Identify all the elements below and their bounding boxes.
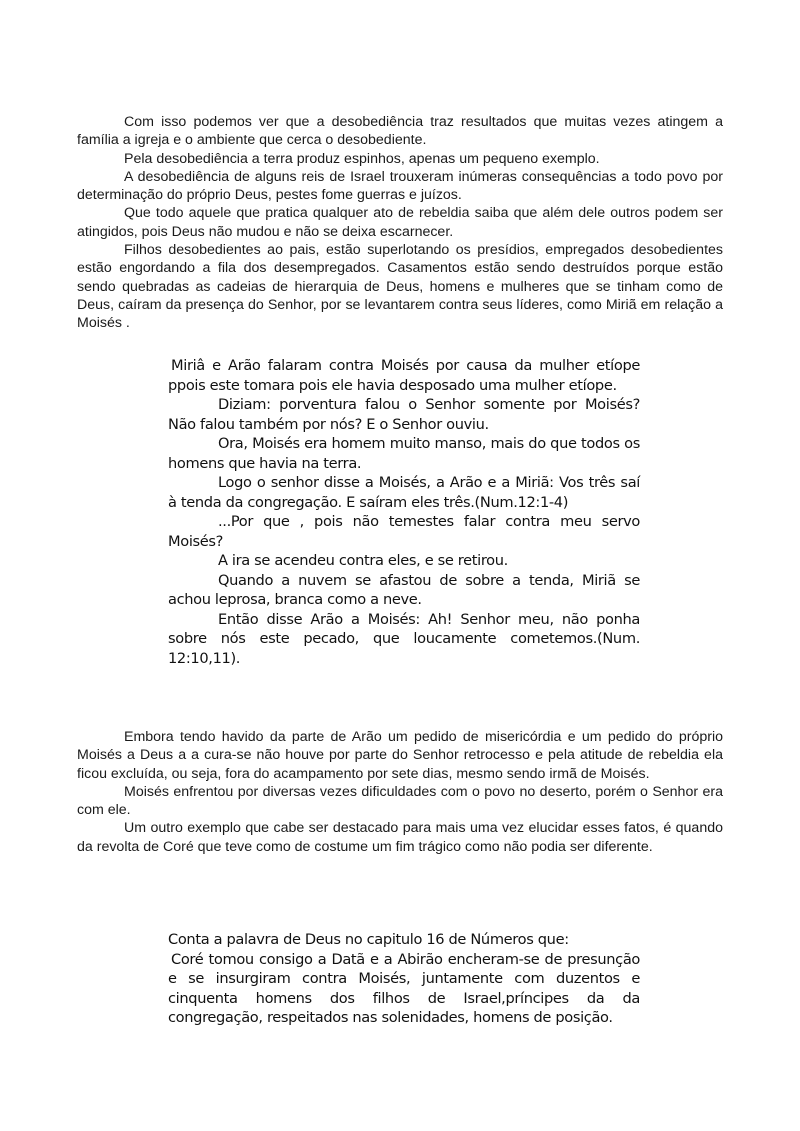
quote-paragraph: ...Por que , pois não temestes falar contra meu servo Moisés? [168,513,640,550]
scripture-quote-numbers-12 [168,356,640,668]
paragraph: Pela desobediência a terra produz espinhos, apenas um pequeno exemplo. [124,150,600,167]
paragraph: Com isso podemos ver que a desobediência traz resultados que muitas vezes atingem a família a igreja e o ambiente que cerca o desobediente. [77,114,723,149]
paragraph: A desobediência de alguns reis de Israel trouxeram inúmeras consequências a todo povo por determinação do próprio Deus, pestes fome guerras e juízos. [77,168,723,204]
quote-paragraph: Logo o senhor disse a Moisés, a Arão e a Miriã: Vos três saí à tenda da congregação. E saíram eles três.(Num.12:1-4) [168,474,640,511]
scripture-quote-numbers-16 [168,930,640,1028]
quote-paragraph: Coré tomou consigo a Datã e a Abirão encheram-se de presunção e se insurgiram contra Moisés, juntamente com duzentos e cinquenta homens dos filhos de Israel,príncipes da da congregação, respeitados nas solenidades, homens de posição. [168,950,640,1026]
paragraph: Que todo aquele que pratica qualquer ato de rebeldia saiba que além dele outros podem ser atingidos, pois Deus não mudou e não se deixa escarnecer. [77,205,723,240]
quote-paragraph: Quando a nuvem se afastou de sobre a tenda, Miriã se achou leprosa, branca como a neve. [168,571,640,608]
quote-paragraph: Então disse Arão a Moisés: Ah! Senhor meu, não ponha sobre nós este pecado, que loucamente cometemos.(Num. 12:10,11). [168,610,640,667]
quote-paragraph: Diziam: porventura falou o Senhor somente por Moisés? Não falou também por nós? E o Senhor ouviu. [168,396,640,433]
paragraph: Um outro exemplo que cabe ser destacado para mais uma vez elucidar esses fatos, é quando da revolta de Coré que teve como de costume um fim trágico como não podia ser diferente. [77,820,723,855]
quote-paragraph: Miriâ e Arão falaram contra Moisés por causa da mulher etíope ppois este tomara pois ele havia desposado uma mulher etíope. [168,357,640,394]
quote-paragraph: Conta a palavra de Deus no capitulo 16 de Números que: [168,931,569,948]
body-section-2 [77,728,723,856]
body-section-1 [77,113,723,333]
quote-paragraph: A ira se acendeu contra eles, e se retirou. [218,552,508,569]
paragraph: Filhos desobedientes ao pais, estão superlotando os presídios, empregados desobedientes estão engordando a fila dos desempregados. Casamentos estão sendo destruídos porque estão sendo quebradas as cadeias de hierarquia de Deus, homens e mulheres que se tinham como de Deus, caíram da presença do Senhor, por se levantarem contra seus líderes, como Miriã em relação a Moisés . [77,242,723,332]
paragraph: Moisés enfrentou por diversas vezes dificuldades com o povo no deserto, porém o Senhor era com ele. [77,783,723,819]
quote-paragraph: Ora, Moisés era homem muito manso, mais do que todos os homens que havia na terra. [168,435,640,472]
paragraph: Embora tendo havido da parte de Arão um pedido de misericórdia e um pedido do próprio Moisés a Deus a a cura-se não houve por parte do Senhor retrocesso e pela atitude de rebeldia ela ficou excluída, ou seja, fora do acampamento por sete dias, mesmo sendo irmã de Moisés. [77,729,723,782]
